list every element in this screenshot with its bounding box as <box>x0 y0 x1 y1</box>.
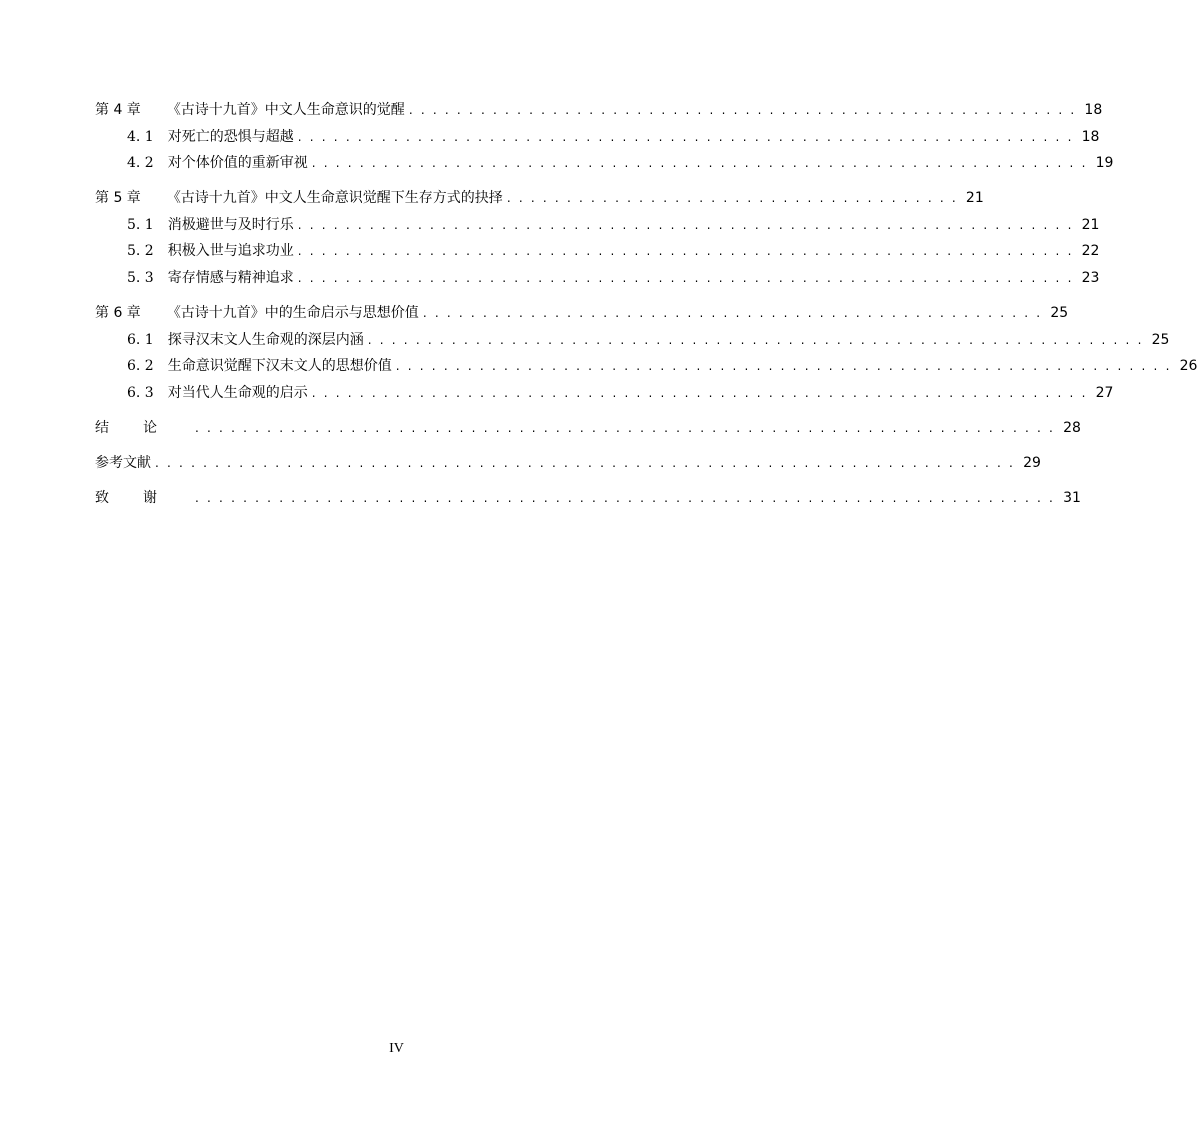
dot-leader: . . . . . . . . . . . . . . . . . . . . . . . . . . . . . . . . . . . . . . . . . . . . . . . . . . . . . . . . <box>408 103 1077 117</box>
page-number: 21 <box>1081 217 1100 233</box>
toc-entry-chapter-6[interactable] <box>95 302 1069 324</box>
entry-title: 寄存情感与精神追求 <box>167 270 294 286</box>
toc-entry-section-4-1[interactable] <box>127 126 1100 148</box>
chapter-number: 第 4 章 <box>95 102 141 118</box>
page-number: 31 <box>1063 490 1081 506</box>
page-number: 18 <box>1081 129 1100 145</box>
dot-leader: . . . . . . . . . . . . . . . . . . . . . . . . . . . . . . . . . . . . . . . . . . . . . . . . . . . . . . . . . . . . . . . . . . . . . . . . <box>195 491 1056 505</box>
dot-leader: . . . . . . . . . . . . . . . . . . . . . . . . . . . . . . . . . . . . . . . . . . . . . . . . . . . . . . . . . . . . . . . . . <box>297 218 1074 232</box>
section-number: 4. 1 <box>127 129 154 145</box>
dot-leader: . . . . . . . . . . . . . . . . . . . . . . . . . . . . . . . . . . . . . . . . . . . . . . . . . . . . . . . . . . . . . . . . . <box>311 386 1088 400</box>
section-number: 5. 2 <box>127 243 154 259</box>
chapter-number: 第 6 章 <box>95 305 141 321</box>
section-number: 6. 3 <box>127 385 154 401</box>
entry-title: 消极避世与及时行乐 <box>167 217 294 233</box>
toc-entry-section-4-2[interactable] <box>127 152 1114 174</box>
page-number: 18 <box>1084 102 1103 118</box>
entry-title: 对当代人生命观的启示 <box>167 385 308 401</box>
dot-leader: . . . . . . . . . . . . . . . . . . . . . . . . . . . . . . . . . . . . . . . . . . . . . . . . . . . . . . . . . . . . . . . . . . . . . . . . <box>155 456 1016 470</box>
page-number: 19 <box>1095 155 1114 171</box>
section-number: 4. 2 <box>127 155 154 171</box>
dot-leader: . . . . . . . . . . . . . . . . . . . . . . . . . . . . . . . . . . . . . . . . . . . . . . . . . . . . . . . . . . . . . . . . . <box>297 130 1074 144</box>
dot-leader: . . . . . . . . . . . . . . . . . . . . . . . . . . . . . . . . . . . . . . . . . . . . . . . . . . . . . . . . . . . . . . . . . <box>311 156 1088 170</box>
entry-title: 参考文献 <box>95 455 151 471</box>
entry-title: 致谢 <box>95 490 191 506</box>
entry-title: 探寻汉末文人生命观的深层内涵 <box>167 332 364 348</box>
dot-leader: . . . . . . . . . . . . . . . . . . . . . . . . . . . . . . . . . . . . . . . . . . . . . . . . . . . . . . . . . . . . . . . . . <box>395 359 1172 373</box>
entry-title: 生命意识觉醒下汉末文人的思想价值 <box>167 358 392 374</box>
dot-leader: . . . . . . . . . . . . . . . . . . . . . . . . . . . . . . . . . . . . . . . . . . . . . . . . . . . . . . . . . . . . . . . . . . . . . . . . <box>195 421 1056 435</box>
entry-title: 《古诗十九首》中文人生命意识觉醒下生存方式的抉择 <box>166 190 503 206</box>
toc-entry-section-6-1[interactable] <box>127 329 1170 351</box>
dot-leader: . . . . . . . . . . . . . . . . . . . . . . . . . . . . . . . . . . . . . . . . . . . . . . . . . . . . . . . . . . . . . . . . . <box>297 244 1074 258</box>
page-number: 26 <box>1179 358 1197 374</box>
entry-title: 对个体价值的重新审视 <box>167 155 308 171</box>
toc-entry-acknowledgements[interactable] <box>95 487 1081 509</box>
page-number: 21 <box>965 190 984 206</box>
entry-title: 对死亡的恐惧与超越 <box>167 129 294 145</box>
page-footer-number: IV <box>389 1041 404 1056</box>
dot-leader: . . . . . . . . . . . . . . . . . . . . . . . . . . . . . . . . . . . . . . . . . . . . . . . . . . . . <box>422 306 1043 320</box>
toc-entry-conclusion[interactable] <box>95 417 1081 439</box>
entry-title: 积极入世与追求功业 <box>167 243 294 259</box>
section-number: 5. 1 <box>127 217 154 233</box>
entry-title: 《古诗十九首》中文人生命意识的觉醒 <box>166 102 405 118</box>
page-number: 28 <box>1063 420 1081 436</box>
toc-entry-section-6-2[interactable] <box>127 355 1197 377</box>
section-number: 5. 3 <box>127 270 154 286</box>
page-number: 27 <box>1095 385 1114 401</box>
entry-title: 《古诗十九首》中的生命启示与思想价值 <box>166 305 419 321</box>
toc-entry-references[interactable] <box>95 452 1041 474</box>
toc-entry-chapter-5[interactable] <box>95 187 984 209</box>
entry-title: 结论 <box>95 420 191 436</box>
toc-entry-section-5-1[interactable] <box>127 214 1100 236</box>
section-number: 6. 1 <box>127 332 154 348</box>
dot-leader: . . . . . . . . . . . . . . . . . . . . . . . . . . . . . . . . . . . . . . . . . . . . . . . . . . . . . . . . . . . . . . . . . <box>367 333 1144 347</box>
toc-entry-section-6-3[interactable] <box>127 382 1114 404</box>
page-number: 23 <box>1081 270 1100 286</box>
page-number: 25 <box>1050 305 1069 321</box>
toc-entry-section-5-3[interactable] <box>127 267 1100 289</box>
dot-leader: . . . . . . . . . . . . . . . . . . . . . . . . . . . . . . . . . . . . . . <box>506 191 958 205</box>
page-number: 25 <box>1151 332 1170 348</box>
page-number: 29 <box>1023 455 1041 471</box>
toc-entry-section-5-2[interactable] <box>127 240 1100 262</box>
page-number: 22 <box>1081 243 1100 259</box>
chapter-number: 第 5 章 <box>95 190 141 206</box>
dot-leader: . . . . . . . . . . . . . . . . . . . . . . . . . . . . . . . . . . . . . . . . . . . . . . . . . . . . . . . . . . . . . . . . . <box>297 271 1074 285</box>
toc-entry-chapter-4[interactable] <box>95 99 1103 121</box>
section-number: 6. 2 <box>127 358 154 374</box>
